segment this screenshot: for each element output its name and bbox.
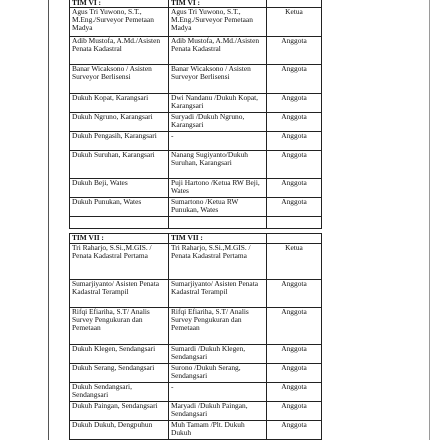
- role-cell: Anggota: [267, 280, 322, 308]
- table-row: [70, 179, 322, 198]
- role-cell: Anggota: [267, 364, 322, 383]
- role-cell: Anggota: [267, 37, 322, 65]
- origin-cell: Dukuh Ngruno, Karangsari: [70, 113, 169, 132]
- origin-cell: Dukuh Klegen, Sendangsari: [70, 345, 169, 364]
- member-cell: Surono /Dukuh Serang, Sendangsari: [169, 364, 267, 383]
- table-row: [70, 198, 322, 217]
- member-cell: Puji Hartono /Ketua RW Beji, Wates: [169, 179, 267, 198]
- role-cell: Anggota: [267, 179, 322, 198]
- team-vii-table: [69, 233, 322, 440]
- page-left-gutter: [0, 0, 48, 440]
- team-vii-header-cell: TIM VII :: [169, 234, 267, 244]
- member-cell: Tri Raharjo, S.Si.,M.GIS. / Penata Kadastral Pertama: [169, 244, 267, 280]
- member-cell: Nanang Sugiyanto/Dukuh Suruhan, Karangsari: [169, 151, 267, 179]
- table-row: [70, 65, 322, 94]
- team-vii-header-cell: [267, 234, 322, 244]
- table-row: [70, 364, 322, 383]
- member-cell: Agus Tri Yuwono, S.T., M.Eng./Surveyor Pemetaan Madya: [169, 8, 267, 37]
- team-vi-table: [69, 0, 322, 229]
- member-cell: -: [169, 383, 267, 402]
- origin-cell: Dukuh Punukan, Wates: [70, 198, 169, 217]
- role-cell: Ketua: [267, 244, 322, 280]
- origin-cell: Dukuh Paingan, Sendangsari: [70, 402, 169, 421]
- member-cell: Muh Tamam /Plt. Dukuh Dukuh: [169, 421, 267, 440]
- origin-cell: Dukuh Sendangsari, Sendangsari: [70, 383, 169, 402]
- origin-cell: Dukuh Serang, Sendangsari: [70, 364, 169, 383]
- origin-cell: Dukuh Suruhan, Karangsari: [70, 151, 169, 179]
- table-spacer-row: [70, 217, 322, 229]
- origin-cell: Dukuh Dukuh, Dengpuhun: [70, 421, 169, 440]
- role-cell: Anggota: [267, 308, 322, 345]
- member-cell: Sumartono /Ketua RW Punukan, Wates: [169, 198, 267, 217]
- right-margin-line: [429, 0, 430, 440]
- origin-cell: Agus Tri Yuwono, S.T., M.Eng./Surveyor Pemetaan Madya: [70, 8, 169, 37]
- role-cell: Anggota: [267, 345, 322, 364]
- table-row: [70, 308, 322, 345]
- origin-cell: Rifqi Efiariha, S.T/ Analis Survey Pengukuran dan Pemetaan: [70, 308, 169, 345]
- origin-cell: Tri Raharjo, S.Si.,M.GIS. / Penata Kadastral Pertama: [70, 244, 169, 280]
- member-cell: Sumarjiyanto/ Asisten Penata Kadastral Terampil: [169, 280, 267, 308]
- team-vii-header-cell: TIM VII :: [70, 234, 169, 244]
- table-row: [70, 151, 322, 179]
- role-cell: Anggota: [267, 65, 322, 94]
- role-cell: Anggota: [267, 383, 322, 402]
- table-row: [70, 345, 322, 364]
- member-cell: Dwi Nandanu /Dukuh Kopat, Karangsari: [169, 94, 267, 113]
- role-cell: Anggota: [267, 94, 322, 113]
- team-vi-header-cell: [267, 0, 322, 8]
- team-vi-header-cell: TIM VI :: [70, 0, 169, 8]
- member-cell: -: [169, 132, 267, 151]
- table-row: [70, 402, 322, 421]
- table-row: [70, 280, 322, 308]
- table-row: [70, 37, 322, 65]
- team-vi-header-cell: TIM VI :: [169, 0, 267, 8]
- origin-cell: Dukuh Kopat, Karangsari: [70, 94, 169, 113]
- member-cell: Sumardi /Dukuh Klegen, Sendangsari: [169, 345, 267, 364]
- table-row: [70, 383, 322, 402]
- team-vii-header-row: [70, 234, 322, 244]
- origin-cell: Adib Mustofa, A.Md./Asisten Penata Kadastral: [70, 37, 169, 65]
- left-margin-line: [48, 0, 49, 440]
- origin-cell: Sumarjiyanto/ Asisten Penata Kadastral Terampil: [70, 280, 169, 308]
- table-row: [70, 244, 322, 280]
- role-cell: Anggota: [267, 132, 322, 151]
- origin-cell: Dukuh Beji, Wates: [70, 179, 169, 198]
- member-cell: Maryadi /Dukuh Paingan, Sendangsari: [169, 402, 267, 421]
- table-row: [70, 113, 322, 132]
- member-cell: Suryadi /Dukuh Ngruno, Karangsari: [169, 113, 267, 132]
- table-row: [70, 8, 322, 37]
- table-row: [70, 132, 322, 151]
- member-cell: Rifqi Efiariha, S.T/ Analis Survey Pengukuran dan Pemetaan: [169, 308, 267, 345]
- role-cell: Ketua: [267, 8, 322, 37]
- role-cell: Anggota: [267, 113, 322, 132]
- member-cell: Banar Wicaksono / Asisten Surveyor Berlisensi: [169, 65, 267, 94]
- table-row: [70, 421, 322, 440]
- role-cell: Anggota: [267, 402, 322, 421]
- team-vi-header-row: [70, 0, 322, 8]
- role-cell: Anggota: [267, 421, 322, 440]
- table-row: [70, 94, 322, 113]
- role-cell: Anggota: [267, 198, 322, 217]
- origin-cell: Banar Wicaksono / Asisten Surveyor Berlisensi: [70, 65, 169, 94]
- origin-cell: Dukuh Pengasih, Karangsari: [70, 132, 169, 151]
- member-cell: Adib Mustofa, A.Md./Asisten Penata Kadastral: [169, 37, 267, 65]
- role-cell: Anggota: [267, 151, 322, 179]
